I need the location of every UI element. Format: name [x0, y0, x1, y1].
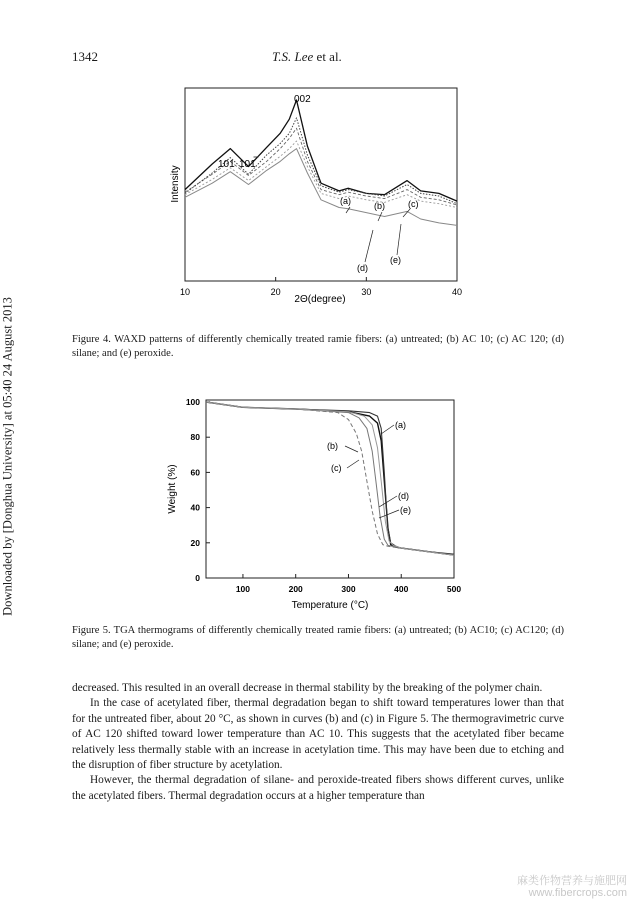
- fig4-xlabel: 2Θ(degree): [294, 294, 346, 305]
- fig5-ylabel: Weight (%): [167, 464, 178, 514]
- fig4-pointer-a: [346, 207, 350, 213]
- fig5-xtick-label: 100: [235, 584, 251, 594]
- fig5-series-line: [206, 402, 454, 555]
- fig4-plot-frame: [185, 88, 457, 281]
- fig4-label-d: (d): [357, 263, 368, 273]
- body-paragraph: In the case of acetylated fiber, thermal degradation began to shift toward temperatures lower than that for the untreated fiber, about 20 °C, as shown in curves (b) and (c) in Figure 5. The thermogravimetric curve of AC 120 shifted toward lower temperature than AC 10. This suggests that the acetylated fiber became relatively less thermally stable with an increase in acetylation time. This may have been due to etching and the disruption of fiber structure by acetylation.: [72, 697, 564, 772]
- download-side-note: Downloaded by [Donghua University] at 05:40 24 August 2013: [0, 297, 15, 616]
- authors-tail: et al.: [313, 49, 342, 64]
- fig4-xtick-label: 20: [270, 287, 281, 297]
- fig5-pointer-b: [345, 446, 358, 452]
- fig4-label-b: (b): [374, 201, 385, 211]
- fig4-xtick-label: 10: [179, 287, 191, 297]
- fig5-series-line: [206, 402, 454, 555]
- watermark-line2: www.fibercrops.com: [528, 887, 627, 899]
- running-head-authors: [272, 49, 342, 65]
- fig4-label-e: (e): [390, 255, 401, 265]
- fig5-xtick-label: 300: [341, 584, 356, 594]
- body-paragraph: However, the thermal degradation of silane- and peroxide-treated fibers shows different curves, unlike the acetylated fibers. Thermal degradation occurs at a higher temperature than: [72, 774, 564, 802]
- figure4-chart: [160, 84, 480, 306]
- fig5-series-line: [206, 402, 454, 555]
- fig5-pointer-d: [379, 496, 397, 507]
- body-text: [72, 681, 564, 804]
- fig5-label-c: (c): [331, 463, 342, 473]
- page-number: 1342: [72, 49, 98, 64]
- fig4-peak-002: 002: [294, 94, 311, 105]
- fig5-ytick-label: 80: [190, 432, 200, 443]
- fig5-label-e: (e): [400, 505, 411, 515]
- fig5-ytick-label: 40: [190, 502, 200, 513]
- fig4-peak-10-1: 101: [239, 159, 256, 170]
- fig5-xtick-label: 200: [288, 584, 303, 594]
- fig4-xtick-label: 40: [451, 287, 463, 297]
- fig4-xtick-label: 30: [361, 287, 372, 297]
- fig5-xlabel: Temperature (°C): [291, 600, 369, 611]
- figure5-chart: [163, 392, 463, 614]
- watermark-line1: 麻类作物营养与施肥网: [517, 875, 627, 887]
- fig4-pointer-b: [378, 212, 382, 221]
- fig4-peak-101: 101: [218, 159, 235, 170]
- fig4-series-line: [185, 100, 457, 201]
- figure4-caption: Figure 4. WAXD patterns of differently chemically treated ramie fibers: (a) untreated; (b) AC 10; (c) AC 120; (d) silane; and (e) peroxide.: [72, 334, 564, 359]
- fig5-pointer-c: [347, 460, 359, 468]
- fig5-label-b: (b): [327, 441, 338, 451]
- fig4-label-a: (a): [340, 196, 351, 206]
- fig5-ytick-label: 20: [190, 537, 200, 548]
- fig5-label-d: (d): [398, 491, 409, 501]
- fig5-pointer-a: [381, 425, 394, 434]
- fig5-ytick-label: 0: [195, 573, 200, 583]
- body-paragraph: decreased. This resulted in an overall decrease in thermal stability by the breaking of the polymer chain.: [72, 682, 543, 694]
- authors-italic: T.S. Lee: [272, 49, 314, 64]
- fig5-xtick-label: 400: [394, 584, 409, 594]
- fig5-label-a: (a): [395, 420, 406, 430]
- fig4-ylabel: Intensity: [170, 165, 181, 203]
- fig5-ytick-label: 60: [190, 467, 200, 478]
- fig5-series-line: [206, 402, 454, 554]
- fig5-xtick-label: 500: [446, 584, 462, 594]
- fig5-pointer-e: [379, 510, 399, 518]
- fig5-series-line: [206, 402, 454, 555]
- fig4-pointer-e: [397, 224, 401, 255]
- fig5-ytick-label: 100: [185, 397, 200, 407]
- figure5-caption: Figure 5. TGA thermograms of differently chemically treated ramie fibers: (a) untreated; (b) AC10; (c) AC120; (d) silane; and (e) peroxide.: [72, 625, 564, 650]
- fig5-plot-frame: [206, 400, 454, 578]
- watermark: [517, 875, 627, 899]
- fig4-pointer-d: [365, 230, 373, 262]
- fig4-label-c: (c): [408, 199, 419, 209]
